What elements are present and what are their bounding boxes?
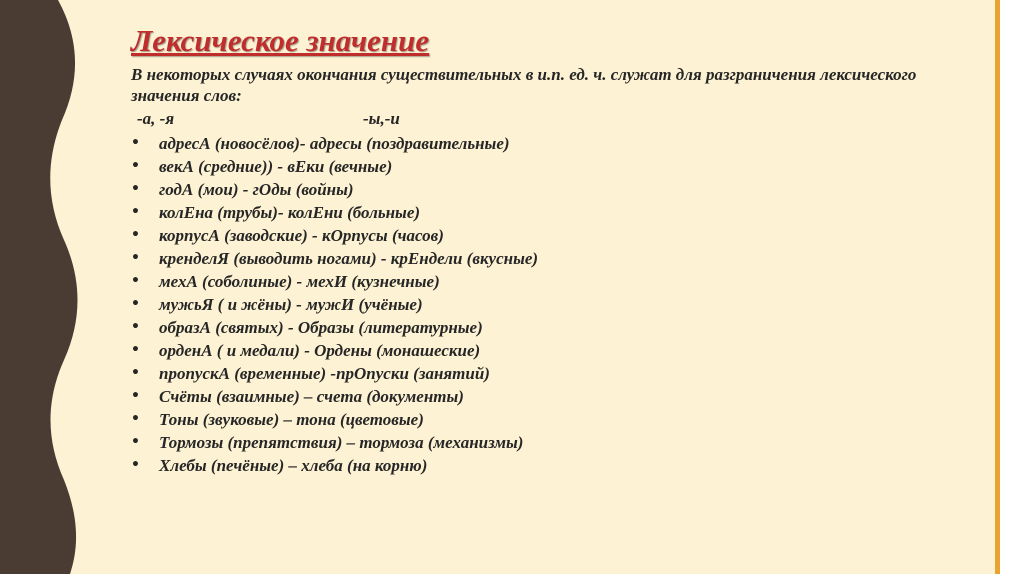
list-item-text: корпусА (заводские) - кОрпусы (часов) [159, 226, 444, 245]
bullet-icon: • [131, 250, 140, 266]
bullet-icon: • [131, 457, 140, 473]
list-item-text: колЕна (трубы)- колЕни (больные) [159, 203, 421, 222]
word-pairs-list [131, 132, 981, 477]
list-item [131, 247, 981, 270]
list-item [131, 155, 981, 178]
list-item [131, 293, 981, 316]
left-decorative-band [0, 0, 90, 574]
bullet-icon: • [131, 319, 140, 335]
slide-title: Лексическое значение [131, 23, 430, 58]
list-item-text: Хлебы (печёные) – хлеба (на корню) [159, 456, 428, 475]
list-item [131, 408, 981, 431]
list-item-text: образА (святых) - Образы (литературные) [159, 318, 483, 337]
list-item-text: орденА ( и медали) - Ордены (монашеские) [159, 341, 481, 360]
list-item-text: мужьЯ ( и жёны) - мужИ (учёные) [159, 295, 423, 314]
list-item-text: адресА (новосёлов)- адресы (поздравительные) [159, 134, 510, 153]
list-item [131, 362, 981, 385]
list-item [131, 201, 981, 224]
list-item [131, 132, 981, 155]
list-item [131, 339, 981, 362]
bullet-icon: • [131, 273, 140, 289]
bullet-icon: • [131, 296, 140, 312]
bullet-icon: • [131, 204, 140, 220]
list-item-text: векА (средние)) - вЕки (вечные) [159, 157, 393, 176]
bullet-icon: • [131, 365, 140, 381]
bullet-icon: • [131, 227, 140, 243]
list-item-text: Счёты (взаимные) – счета (документы) [159, 387, 464, 406]
list-item [131, 316, 981, 339]
list-item [131, 385, 981, 408]
list-item-text: Тормозы (препятствия) – тормоза (механизмы) [159, 433, 524, 452]
intro-text: В некоторых случаях окончания существительных в и.п. ед. ч. служат для разграничения лексического значения слов: [131, 65, 917, 105]
ending-right: -ы,-и [363, 109, 400, 128]
bullet-icon: • [131, 181, 140, 197]
list-item [131, 178, 981, 201]
bullet-icon: • [131, 434, 140, 450]
wavy-band-shape [0, 0, 78, 574]
list-item-text: кренделЯ (выводить ногами) - крЕндели (вкусные) [159, 249, 539, 268]
endings-row [131, 108, 981, 129]
list-item-text: мехА (соболиные) - мехИ (кузнечные) [159, 272, 440, 291]
list-item-text: годА (мои) - гОды (войны) [159, 180, 354, 199]
bullet-icon: • [131, 342, 140, 358]
slide-content [131, 22, 981, 477]
right-edge [1000, 0, 1024, 574]
bullet-icon: • [131, 388, 140, 404]
bullet-icon: • [131, 411, 140, 427]
list-item [131, 431, 981, 454]
list-item [131, 454, 981, 477]
list-item-text: Тоны (звуковые) – тона (цветовые) [159, 410, 424, 429]
bullet-icon: • [131, 135, 140, 151]
bullet-icon: • [131, 158, 140, 174]
list-item-text: пропускА (временные) -прОпуски (занятий) [159, 364, 490, 383]
ending-left: -а, -я [137, 109, 175, 128]
list-item [131, 224, 981, 247]
list-item [131, 270, 981, 293]
